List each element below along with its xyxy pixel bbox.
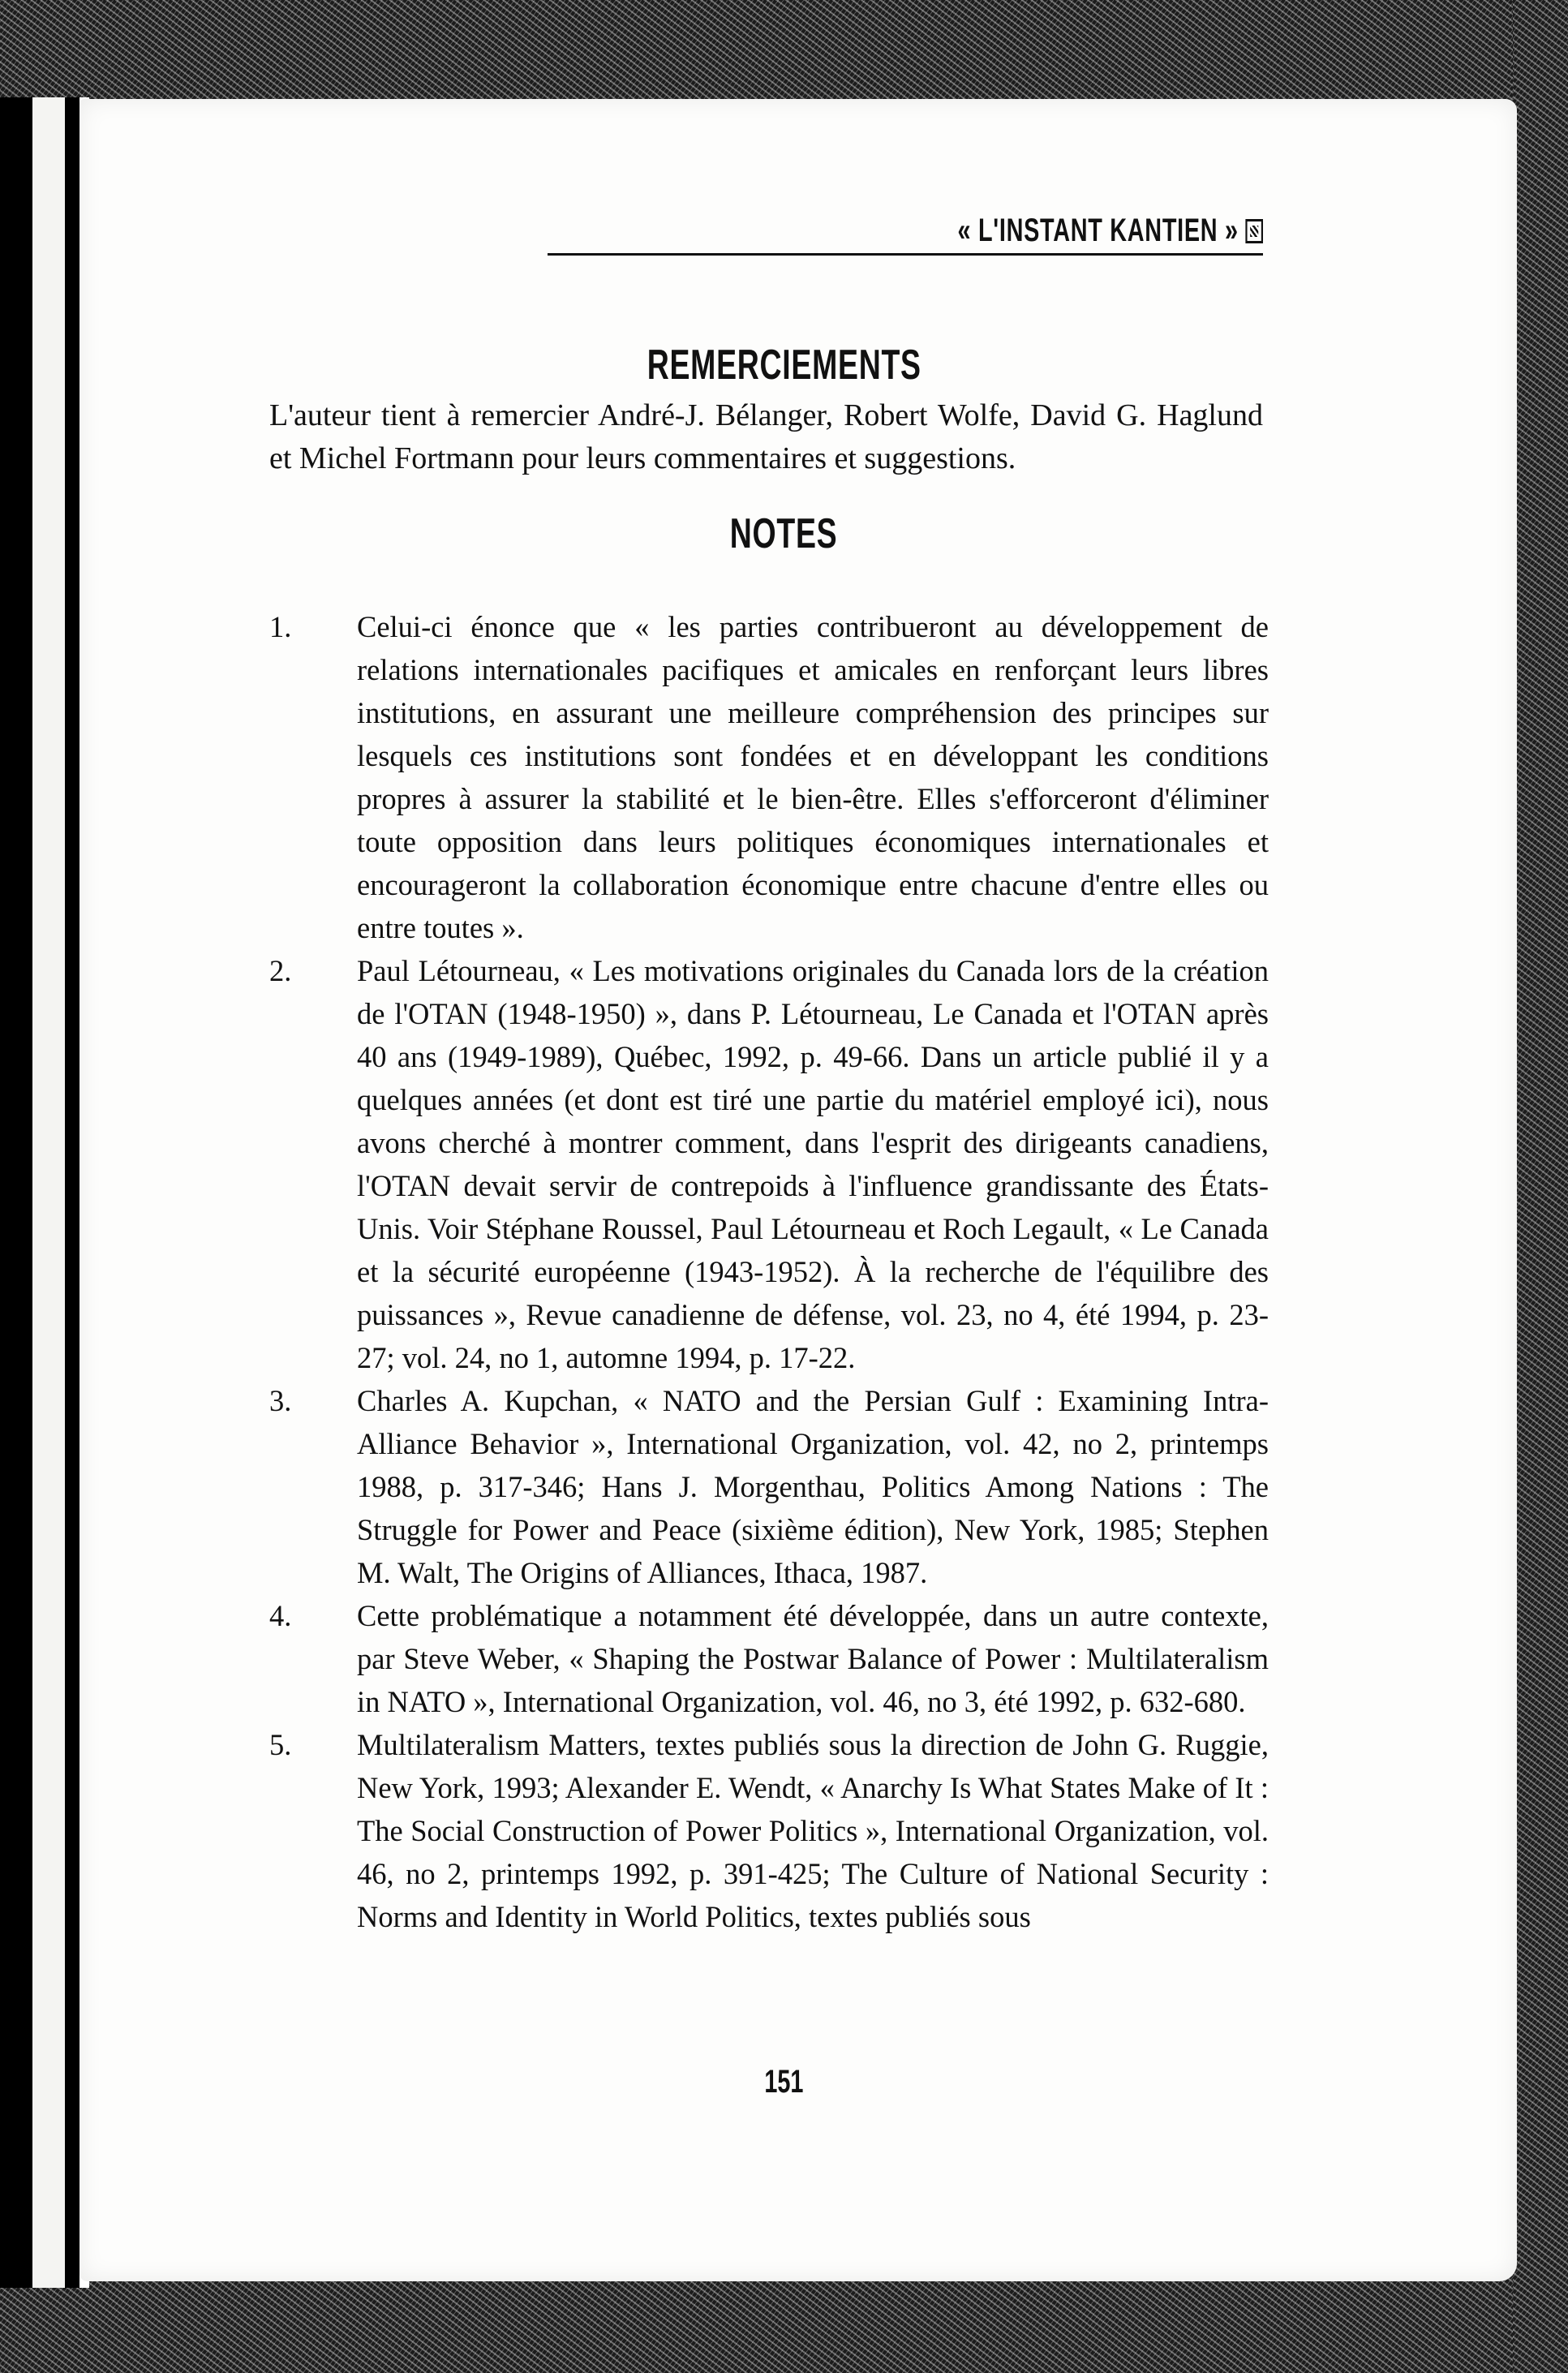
note-item: [269, 949, 1269, 1379]
book-spine: [0, 97, 89, 2288]
note-number: 5.: [269, 1728, 292, 1761]
running-head: [548, 213, 1263, 256]
note-number: 2.: [269, 954, 292, 987]
page-number: 151: [764, 2064, 804, 2100]
note-item: [269, 605, 1269, 949]
scan-border-top: [0, 0, 1568, 105]
note-text: Charles A. Kupchan, « NATO and the Persian Gulf : Examining Intra-Alliance Behavior », International Organization, vol. 42, no 2, printemps 1988, p. 317-346; Hans J. Morgenthau, Politics Among Nations : The Struggle for Power and Peace (sixième édition), New York, 1985; Stephen M. Walt, The Origins of Alliances, Ithaca, 1987.: [357, 1384, 1269, 1589]
notes-list: [269, 605, 1269, 1938]
acknowledgements-title: REMERCIEMENTS: [647, 342, 921, 389]
note-item: [269, 1594, 1269, 1723]
ornament-icon: [1245, 219, 1263, 243]
note-text: Paul Létourneau, « Les motivations originales du Canada lors de la création de l'OTAN (1948-1950) », dans P. Létourneau, Le Canada et l'OTAN après 40 ans (1949-1989), Québec, 1992, p. 49-66. Dans un article publié il y a quelques années (et dont est tiré une partie du matériel employé ici), nous avons cherché à montrer comment, dans l'esprit des dirigeants canadiens, l'OTAN devait servir de contrepoids à l'influence grandissante des États-Unis. Voir Stéphane Roussel, Paul Létourneau et Roch Legault, « Le Canada et la sécurité européenne (1943-1952). À la recherche de l'équilibre des puissances », Revue canadienne de défense, vol. 23, no 4, été 1994, p. 23-27; vol. 24, no 1, automne 1994, p. 17-22.: [357, 954, 1269, 1374]
notes-title: NOTES: [730, 510, 838, 557]
note-number: 4.: [269, 1599, 292, 1632]
running-head-text: « L'INSTANT KANTIEN »: [957, 213, 1239, 248]
note-number: 1.: [269, 610, 292, 643]
note-number: 3.: [269, 1384, 292, 1417]
note-item: [269, 1723, 1269, 1938]
note-text: Cette problématique a notamment été développée, dans un autre contexte, par Steve Weber, « Shaping the Postwar Balance of Power : Multilateralism in NATO », International Organization, vol. 46, no 3, été 1992, p. 632-680.: [357, 1599, 1269, 1718]
note-text: Multilateralism Matters, textes publiés sous la direction de John G. Ruggie, New York, 1993; Alexander E. Wendt, « Anarchy Is What States Make of It : The Social Construction of Power Politics », International Organization, vol. 46, no 2, printemps 1992, p. 391-425; The Culture of National Security : Norms and Identity in World Politics, textes publiés sous: [357, 1728, 1269, 1933]
acknowledgements-text: L'auteur tient à remercier André-J. Bélanger, Robert Wolfe, David G. Haglund et Michel Fortmann pour leurs commentaires et suggestions.: [269, 398, 1263, 475]
note-item: [269, 1379, 1269, 1594]
note-text: Celui-ci énonce que « les parties contribueront au développement de relations internationales pacifiques et amicales en renforçant leurs libres institutions, en assurant une meilleure compréhension des principes sur lesquels ces institutions sont fondées et en développant les conditions propres à assurer la stabilité et le bien-être. Elles s'efforceront d'éliminer toute opposition dans leurs politiques économiques internationales et encourageront la collaboration économique entre chacune d'entre elles ou entre toutes ».: [357, 610, 1269, 944]
